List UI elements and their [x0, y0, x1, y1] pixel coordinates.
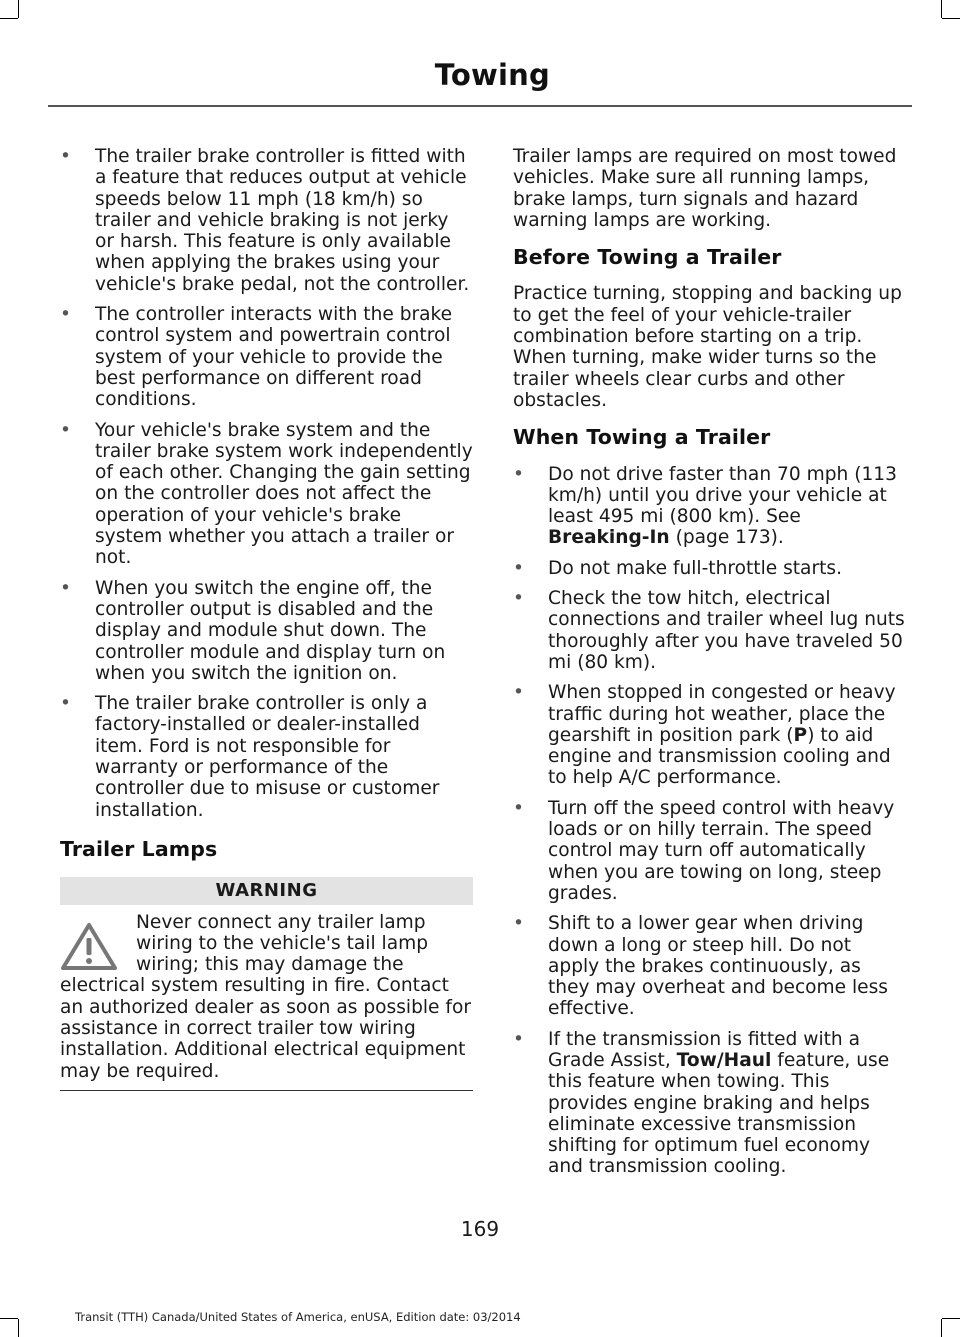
page-number: 169	[460, 1217, 500, 1241]
crop-mark	[18, 1319, 19, 1337]
crop-mark	[0, 18, 18, 19]
list-item: • The controller interacts with the brake control system and powertrain control system of your vehicle to provide the best performance on different road conditions.	[60, 304, 473, 410]
warning-triangle-icon	[60, 922, 118, 972]
edition-footer: Transit (TTH) Canada/United States of America, enUSA, Edition date: 03/2014	[75, 1310, 521, 1324]
before-towing-heading: Before Towing a Trailer	[513, 245, 782, 270]
list-item: • When stopped in congested or heavy traffic during hot weather, place the gearshift in position park (P) to aid engine and transmission cooling and to help A/C performance.	[513, 682, 907, 788]
tow-haul-label: Tow/Haul	[676, 1049, 772, 1071]
list-item: • The trailer brake controller is only a factory-installed or dealer-installed item. Ford is not responsible for warranty or performance of the controller due to misuse or customer installation.	[60, 693, 473, 821]
list-item: • The trailer brake controller is fitted with a feature that reduces output at vehicle speeds below 11 mph (18 km/h) so trailer and vehicle braking is not jerky or harsh. This feature is only available when applying the brakes using your vehicle's brake pedal, not the controller.	[60, 146, 473, 295]
right-column	[513, 146, 907, 1187]
header-rule	[48, 105, 912, 107]
crop-mark	[0, 1318, 18, 1319]
list-item: • When you switch the engine off, the controller output is disabled and the display and module shut down. The controller module and display turn on when you switch the ignition on.	[60, 578, 473, 684]
left-column	[60, 146, 473, 1091]
list-item: • If the transmission is fitted with a Grade Assist, Tow/Haul feature, use this feature when towing. This provides engine braking and helps eliminate excessive transmission shifting for optimum fuel economy and transmission cooling.	[513, 1029, 907, 1178]
page-title: Towing	[434, 58, 550, 92]
breaking-in-link[interactable]: Breaking-In	[548, 527, 670, 549]
warning-text: Never connect any trailer lamp wiring to the vehicle's tail lamp wiring; this may damage the electrical system resulting in fire. Contact an authorized dealer as soon as possible for assistance in correct trailer tow wiring installation. Additional electrical equipment may be required.	[60, 911, 471, 1082]
crop-mark	[18, 0, 19, 18]
list-item: • Do not drive faster than 70 mph (113 km/h) until you drive your vehicle at least 495 mi (800 km). See Breaking-In (page 173).	[513, 464, 907, 549]
warning-box	[60, 877, 473, 1091]
crop-mark	[941, 1319, 942, 1337]
controller-bullet-list	[60, 146, 473, 821]
list-item: • Do not make full-throttle starts.	[513, 558, 907, 579]
trailer-lamps-heading: Trailer Lamps	[60, 836, 218, 861]
towing-bullet-list	[513, 464, 907, 1178]
when-towing-heading: When Towing a Trailer	[513, 425, 771, 450]
warning-label: WARNING	[60, 877, 473, 904]
crop-mark	[942, 1318, 960, 1319]
trailer-lamps-text: Trailer lamps are required on most towed vehicles. Make sure all running lamps, brake lamps, turn signals and hazard warning lamps are working.	[513, 146, 897, 231]
list-item: • Turn off the speed control with heavy loads or on hilly terrain. The speed control may turn off automatically when you are towing on long, steep grades.	[513, 798, 907, 904]
list-item: • Check the tow hitch, electrical connections and trailer wheel lug nuts thoroughly after you have traveled 50 mi (80 km).	[513, 588, 907, 673]
list-item: • Your vehicle's brake system and the trailer brake system work independently of each other. Changing the gain setting on the controller does not affect the operation of your vehicle's brake system whether you attach a trailer or not.	[60, 420, 473, 569]
crop-mark	[941, 0, 942, 18]
before-towing-text: Practice turning, stopping and backing up to get the feel of your vehicle-trailer combination before starting on a trip. When turning, make wider turns so the trailer wheels clear curbs and other obstacles.	[513, 283, 902, 411]
warning-bottom-rule	[60, 1090, 473, 1092]
crop-mark	[942, 18, 960, 19]
park-symbol: P	[793, 724, 808, 746]
list-item: • Shift to a lower gear when driving down a long or steep hill. Do not apply the brakes continuously, as they may overheat and become less effective.	[513, 913, 907, 1019]
